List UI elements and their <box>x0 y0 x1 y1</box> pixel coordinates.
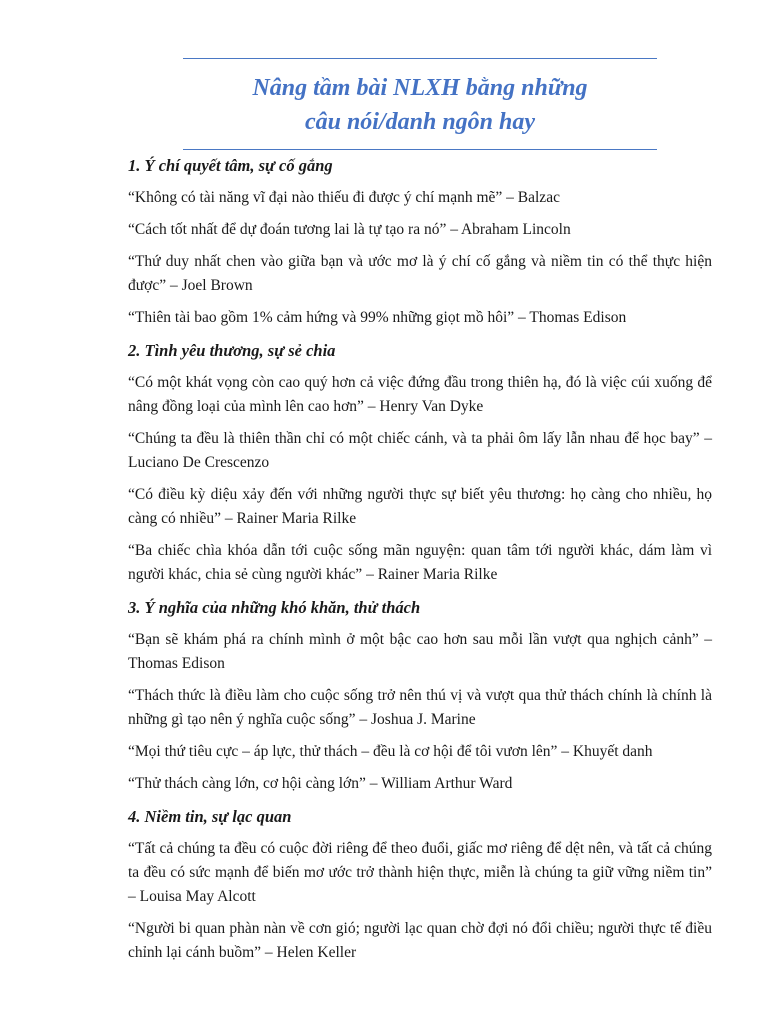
quote: “Mọi thứ tiêu cực – áp lực, thử thách – đều là cơ hội để tôi vươn lên” – Khuyết danh <box>128 743 653 760</box>
quote: “Bạn sẽ khám phá ra chính mình ở một bậc cao hơn sau mỗi lần vượt qua nghịch cảnh” – Thomas Edison <box>128 631 712 672</box>
section-heading: 4. Niềm tin, sự lạc quan <box>128 807 292 826</box>
section-heading: 1. Ý chí quyết tâm, sự cố gắng <box>128 156 333 175</box>
quote: “Không có tài năng vĩ đại nào thiếu đi được ý chí mạnh mẽ” – Balzac <box>128 189 560 206</box>
document-title <box>183 58 657 150</box>
section-1 <box>128 154 712 330</box>
quote: “Có một khát vọng còn cao quý hơn cả việc đứng đầu trong thiên hạ, đó là việc cúi xuống để nâng đồng loại của mình lên cao hơn” – Henry Van Dyke <box>128 374 712 415</box>
quote: “Cách tốt nhất để dự đoán tương lai là tự tạo ra nó” – Abraham Lincoln <box>128 221 571 238</box>
quote: “Thách thức là điều làm cho cuộc sống trở nên thú vị và vượt qua thử thách chính là chính là những gì tạo nên ý nghĩa cuộc sống” – Joshua J. Marine <box>128 687 712 728</box>
title-line-1: Nâng tầm bài NLXH bằng những <box>252 75 588 101</box>
quote: “Thứ duy nhất chen vào giữa bạn và ước mơ là ý chí cố gắng và niềm tin có thể thực hiện được” – Joel Brown <box>128 253 712 294</box>
section-4 <box>128 805 712 965</box>
quote: “Người bi quan phàn nàn về cơn gió; người lạc quan chờ đợi nó đổi chiều; người thực tế điều chỉnh lại cánh buồm” – Helen Keller <box>128 920 712 961</box>
quote: “Tất cả chúng ta đều có cuộc đời riêng để theo đuổi, giấc mơ riêng để dệt nên, và tất cả chúng ta đều có sức mạnh để biến mơ ước trở thành hiện thực, miễn là chúng ta giữ vững niềm tin” – Louisa May Alcott <box>128 840 712 905</box>
section-heading: 3. Ý nghĩa của những khó khăn, thử thách <box>128 598 421 617</box>
document-page <box>128 58 712 965</box>
title-line-2: câu nói/danh ngôn hay <box>304 109 536 135</box>
quote: “Thử thách càng lớn, cơ hội càng lớn” – William Arthur Ward <box>128 775 513 792</box>
quote: “Thiên tài bao gồm 1% cảm hứng và 99% những giọt mồ hôi” – Thomas Edison <box>128 309 627 326</box>
section-heading: 2. Tình yêu thương, sự sẻ chia <box>128 341 336 360</box>
section-2 <box>128 339 712 587</box>
quote: “Chúng ta đều là thiên thần chỉ có một chiếc cánh, và ta phải ôm lấy lẫn nhau để học bay” – Luciano De Crescenzo <box>128 430 712 471</box>
quote: “Có điều kỳ diệu xảy đến với những người thực sự biết yêu thương: họ càng cho nhiều, họ càng có nhiều” – Rainer Maria Rilke <box>128 486 712 527</box>
section-3 <box>128 596 712 796</box>
quote: “Ba chiếc chìa khóa dẫn tới cuộc sống mãn nguyện: quan tâm tới người khác, dám làm vì người khác, chia sẻ cùng người khác” – Rainer Maria Rilke <box>128 542 712 583</box>
